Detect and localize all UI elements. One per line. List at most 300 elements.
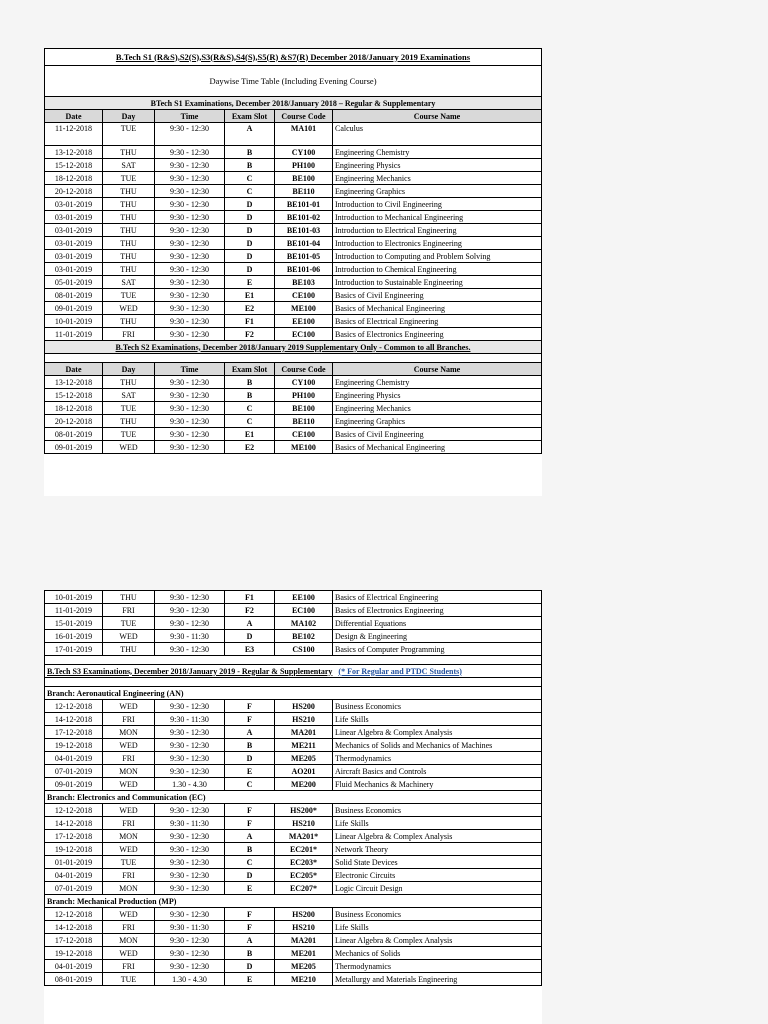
s2-heading: B.Tech S2 Examinations, December 2018/January 2019 Supplementary Only - Common to all Branches. (45, 341, 542, 354)
cell-date: 11-01-2019 (45, 328, 103, 341)
cell-time: 9:30 - 12:30 (155, 765, 225, 778)
cell-code: PH100 (275, 389, 333, 402)
table-row (45, 415, 542, 428)
cell-time: 9:30 - 12:30 (155, 211, 225, 224)
cell-course-name: Business Economics (333, 700, 542, 713)
cell-date: 03-01-2019 (45, 198, 103, 211)
cell-course-name: Introduction to Computing and Problem Solving (333, 250, 542, 263)
cell-date: 11-01-2019 (45, 604, 103, 617)
cell-day: FRI (103, 604, 155, 617)
cell-code: EC201* (275, 843, 333, 856)
table-row (45, 263, 542, 276)
table-row (45, 713, 542, 726)
cell-slot: A (225, 617, 275, 630)
cell-slot: E2 (225, 441, 275, 454)
header-time: Time (155, 363, 225, 376)
cell-slot: E1 (225, 289, 275, 302)
cell-day: THU (103, 315, 155, 328)
cell-slot: F (225, 713, 275, 726)
cell-slot: F1 (225, 315, 275, 328)
table-row (45, 315, 542, 328)
cell-time: 9:30 - 12:30 (155, 934, 225, 947)
cell-slot: F (225, 700, 275, 713)
page-1 (44, 48, 542, 496)
cell-code: EE100 (275, 591, 333, 604)
cell-course-name: Introduction to Civil Engineering (333, 198, 542, 211)
s2-header-row (45, 363, 542, 376)
cell-date: 20-12-2018 (45, 415, 103, 428)
cell-code: ME205 (275, 960, 333, 973)
cell-time: 9:30 - 12:30 (155, 830, 225, 843)
cell-code: BE102 (275, 630, 333, 643)
cell-slot: B (225, 843, 275, 856)
cell-time: 9:30 - 12:30 (155, 726, 225, 739)
cell-date: 08-01-2019 (45, 289, 103, 302)
cell-date: 09-01-2019 (45, 441, 103, 454)
cell-day: THU (103, 185, 155, 198)
cell-course-name: Engineering Physics (333, 159, 542, 172)
cell-course-name: Basics of Computer Programming (333, 643, 542, 656)
branch-heading: Branch: Mechanical Production (MP) (45, 895, 542, 908)
cell-day: WED (103, 700, 155, 713)
table-row (45, 739, 542, 752)
header-day: Day (103, 110, 155, 123)
cell-slot: F2 (225, 604, 275, 617)
cell-day: MON (103, 882, 155, 895)
cell-date: 05-01-2019 (45, 276, 103, 289)
cell-course-name: Thermodynamics (333, 752, 542, 765)
table-row (45, 185, 542, 198)
cell-code: HS210 (275, 713, 333, 726)
cell-slot: E1 (225, 428, 275, 441)
cell-slot: A (225, 123, 275, 146)
table-row (45, 830, 542, 843)
cell-date: 09-01-2019 (45, 302, 103, 315)
cell-code: MA201* (275, 830, 333, 843)
cell-date: 13-12-2018 (45, 376, 103, 389)
cell-day: WED (103, 947, 155, 960)
table-row (45, 908, 542, 921)
header-course-name: Course Name (333, 363, 542, 376)
cell-time: 9:30 - 12:30 (155, 146, 225, 159)
cell-time: 9:30 - 12:30 (155, 869, 225, 882)
cell-time: 9:30 - 12:30 (155, 604, 225, 617)
cell-time: 1.30 - 4.30 (155, 973, 225, 986)
cell-course-name: Calculus (333, 123, 542, 146)
cell-code: ME100 (275, 302, 333, 315)
cell-course-name: Engineering Chemistry (333, 146, 542, 159)
cell-day: THU (103, 237, 155, 250)
table-row (45, 947, 542, 960)
timetable-page-1 (44, 48, 542, 454)
cell-code: HS200 (275, 700, 333, 713)
cell-day: THU (103, 198, 155, 211)
cell-code: ME200 (275, 778, 333, 791)
table-row (45, 856, 542, 869)
cell-course-name: Basics of Civil Engineering (333, 289, 542, 302)
cell-course-name: Engineering Physics (333, 389, 542, 402)
cell-code: CE100 (275, 428, 333, 441)
cell-code: BE101-05 (275, 250, 333, 263)
cell-day: TUE (103, 856, 155, 869)
table-row (45, 123, 542, 146)
table-row (45, 882, 542, 895)
cell-time: 9:30 - 12:30 (155, 752, 225, 765)
header-code: Course Code (275, 363, 333, 376)
cell-time: 9:30 - 12:30 (155, 263, 225, 276)
cell-time: 9:30 - 12:30 (155, 315, 225, 328)
cell-slot: C (225, 778, 275, 791)
cell-day: WED (103, 630, 155, 643)
cell-slot: D (225, 224, 275, 237)
cell-time: 9:30 - 11:30 (155, 713, 225, 726)
cell-date: 07-01-2019 (45, 882, 103, 895)
table-row (45, 198, 542, 211)
cell-date: 10-01-2019 (45, 315, 103, 328)
table-row (45, 159, 542, 172)
cell-slot: E (225, 276, 275, 289)
cell-day: TUE (103, 973, 155, 986)
cell-time: 9:30 - 12:30 (155, 908, 225, 921)
cell-slot: C (225, 402, 275, 415)
s1-header-row (45, 110, 542, 123)
cell-code: MA201 (275, 934, 333, 947)
cell-slot: E (225, 882, 275, 895)
cell-date: 17-12-2018 (45, 830, 103, 843)
cell-code: MA201 (275, 726, 333, 739)
cell-course-name: Design & Engineering (333, 630, 542, 643)
cell-date: 03-01-2019 (45, 250, 103, 263)
cell-slot: A (225, 726, 275, 739)
cell-time: 9:30 - 12:30 (155, 302, 225, 315)
cell-time: 9:30 - 12:30 (155, 617, 225, 630)
cell-course-name: Basics of Mechanical Engineering (333, 302, 542, 315)
cell-course-name: Basics of Electronics Engineering (333, 328, 542, 341)
cell-code: HS210 (275, 817, 333, 830)
table-row (45, 843, 542, 856)
cell-code: EE100 (275, 315, 333, 328)
cell-day: TUE (103, 123, 155, 146)
cell-course-name: Metallurgy and Materials Engineering (333, 973, 542, 986)
cell-course-name: Engineering Chemistry (333, 376, 542, 389)
table-row (45, 389, 542, 402)
cell-code: AO201 (275, 765, 333, 778)
branch-heading: Branch: Electronics and Communication (EC) (45, 791, 542, 804)
cell-slot: D (225, 630, 275, 643)
table-row (45, 700, 542, 713)
cell-course-name: Business Economics (333, 804, 542, 817)
table-row (45, 869, 542, 882)
cell-date: 13-12-2018 (45, 146, 103, 159)
cell-time: 9:30 - 12:30 (155, 643, 225, 656)
cell-code: BE101-01 (275, 198, 333, 211)
cell-time: 9:30 - 12:30 (155, 804, 225, 817)
cell-day: MON (103, 765, 155, 778)
s3-note: (* For Regular and PTDC Students) (338, 666, 462, 676)
cell-slot: B (225, 947, 275, 960)
cell-day: WED (103, 908, 155, 921)
cell-code: BE101-03 (275, 224, 333, 237)
cell-date: 17-12-2018 (45, 934, 103, 947)
cell-date: 18-12-2018 (45, 402, 103, 415)
cell-course-name: Logic Circuit Design (333, 882, 542, 895)
cell-course-name: Basics of Electrical Engineering (333, 591, 542, 604)
cell-code: CY100 (275, 146, 333, 159)
cell-slot: C (225, 856, 275, 869)
cell-slot: B (225, 146, 275, 159)
cell-code: ME205 (275, 752, 333, 765)
cell-course-name: Network Theory (333, 843, 542, 856)
cell-date: 19-12-2018 (45, 843, 103, 856)
cell-day: FRI (103, 869, 155, 882)
cell-course-name: Engineering Graphics (333, 415, 542, 428)
cell-course-name: Linear Algebra & Complex Analysis (333, 934, 542, 947)
header-slot: Exam Slot (225, 363, 275, 376)
cell-date: 15-01-2019 (45, 617, 103, 630)
cell-date: 04-01-2019 (45, 869, 103, 882)
cell-date: 10-01-2019 (45, 591, 103, 604)
cell-day: MON (103, 726, 155, 739)
cell-course-name: Aircraft Basics and Controls (333, 765, 542, 778)
cell-day: THU (103, 263, 155, 276)
cell-code: BE110 (275, 415, 333, 428)
cell-time: 9:30 - 12:30 (155, 739, 225, 752)
header-date: Date (45, 363, 103, 376)
cell-time: 9:30 - 12:30 (155, 402, 225, 415)
cell-date: 16-01-2019 (45, 630, 103, 643)
cell-day: SAT (103, 389, 155, 402)
spacer (45, 656, 542, 665)
timetable-page-2 (44, 590, 542, 986)
cell-day: THU (103, 146, 155, 159)
cell-day: WED (103, 804, 155, 817)
table-row (45, 804, 542, 817)
cell-slot: F1 (225, 591, 275, 604)
cell-slot: C (225, 185, 275, 198)
cell-code: BE101-06 (275, 263, 333, 276)
cell-code: ME100 (275, 441, 333, 454)
cell-time: 9:30 - 12:30 (155, 428, 225, 441)
cell-time: 9:30 - 12:30 (155, 159, 225, 172)
cell-code: MA102 (275, 617, 333, 630)
cell-time: 1.30 - 4.30 (155, 778, 225, 791)
table-row (45, 591, 542, 604)
cell-time: 9:30 - 12:30 (155, 376, 225, 389)
cell-slot: C (225, 415, 275, 428)
cell-date: 12-12-2018 (45, 804, 103, 817)
cell-slot: C (225, 172, 275, 185)
cell-day: FRI (103, 713, 155, 726)
cell-time: 9:30 - 12:30 (155, 185, 225, 198)
cell-date: 14-12-2018 (45, 817, 103, 830)
cell-time: 9:30 - 11:30 (155, 921, 225, 934)
cell-course-name: Basics of Electronics Engineering (333, 604, 542, 617)
table-row (45, 250, 542, 263)
cell-code: EC203* (275, 856, 333, 869)
cell-course-name: Introduction to Chemical Engineering (333, 263, 542, 276)
cell-code: ME210 (275, 973, 333, 986)
cell-time: 9:30 - 11:30 (155, 817, 225, 830)
cell-code: HS210 (275, 921, 333, 934)
cell-day: WED (103, 843, 155, 856)
cell-course-name: Engineering Mechanics (333, 402, 542, 415)
cell-course-name: Basics of Electrical Engineering (333, 315, 542, 328)
table-row (45, 402, 542, 415)
cell-time: 9:30 - 12:30 (155, 328, 225, 341)
cell-slot: D (225, 752, 275, 765)
cell-code: EC100 (275, 604, 333, 617)
cell-code: CE100 (275, 289, 333, 302)
cell-code: CY100 (275, 376, 333, 389)
cell-code: ME211 (275, 739, 333, 752)
table-row (45, 146, 542, 159)
cell-course-name: Basics of Mechanical Engineering (333, 441, 542, 454)
cell-code: BE100 (275, 172, 333, 185)
cell-course-name: Linear Algebra & Complex Analysis (333, 726, 542, 739)
cell-date: 17-01-2019 (45, 643, 103, 656)
cell-course-name: Solid State Devices (333, 856, 542, 869)
cell-date: 08-01-2019 (45, 428, 103, 441)
table-row (45, 604, 542, 617)
cell-day: TUE (103, 617, 155, 630)
cell-slot: F (225, 817, 275, 830)
subtitle: Daywise Time Table (Including Evening Course) (45, 66, 542, 97)
cell-day: WED (103, 739, 155, 752)
cell-time: 9:30 - 12:30 (155, 250, 225, 263)
cell-day: WED (103, 302, 155, 315)
cell-time: 9:30 - 12:30 (155, 882, 225, 895)
cell-day: MON (103, 830, 155, 843)
cell-slot: F2 (225, 328, 275, 341)
cell-course-name: Mechanics of Solids and Mechanics of Machines (333, 739, 542, 752)
cell-slot: F (225, 804, 275, 817)
cell-course-name: Linear Algebra & Complex Analysis (333, 830, 542, 843)
cell-date: 03-01-2019 (45, 211, 103, 224)
cell-time: 9:30 - 12:30 (155, 700, 225, 713)
header-time: Time (155, 110, 225, 123)
table-row (45, 172, 542, 185)
cell-course-name: Life Skills (333, 817, 542, 830)
cell-time: 9:30 - 12:30 (155, 289, 225, 302)
cell-date: 15-12-2018 (45, 159, 103, 172)
cell-code: BE110 (275, 185, 333, 198)
cell-course-name: Engineering Mechanics (333, 172, 542, 185)
cell-date: 14-12-2018 (45, 921, 103, 934)
cell-day: SAT (103, 276, 155, 289)
cell-slot: D (225, 198, 275, 211)
cell-date: 11-12-2018 (45, 123, 103, 146)
table-row (45, 960, 542, 973)
cell-day: FRI (103, 817, 155, 830)
cell-date: 03-01-2019 (45, 263, 103, 276)
cell-course-name: Basics of Civil Engineering (333, 428, 542, 441)
cell-time: 9:30 - 12:30 (155, 441, 225, 454)
cell-slot: B (225, 159, 275, 172)
cell-date: 12-12-2018 (45, 700, 103, 713)
cell-course-name: Introduction to Sustainable Engineering (333, 276, 542, 289)
cell-slot: B (225, 739, 275, 752)
table-row (45, 752, 542, 765)
cell-day: WED (103, 441, 155, 454)
cell-slot: B (225, 376, 275, 389)
cell-time: 9:30 - 12:30 (155, 237, 225, 250)
table-row (45, 765, 542, 778)
table-row (45, 302, 542, 315)
cell-course-name: Engineering Graphics (333, 185, 542, 198)
cell-time: 9:30 - 12:30 (155, 856, 225, 869)
s1-heading: BTech S1 Examinations, December 2018/January 2018 – Regular & Supplementary (45, 97, 542, 110)
cell-day: FRI (103, 960, 155, 973)
cell-day: MON (103, 934, 155, 947)
table-row (45, 778, 542, 791)
cell-date: 17-12-2018 (45, 726, 103, 739)
cell-day: THU (103, 591, 155, 604)
cell-course-name: Introduction to Electronics Engineering (333, 237, 542, 250)
cell-time: 9:30 - 12:30 (155, 198, 225, 211)
cell-day: SAT (103, 159, 155, 172)
cell-date: 04-01-2019 (45, 960, 103, 973)
cell-slot: F (225, 908, 275, 921)
cell-slot: A (225, 830, 275, 843)
cell-code: EC100 (275, 328, 333, 341)
table-row (45, 328, 542, 341)
branch-heading-row (45, 895, 542, 908)
cell-date: 08-01-2019 (45, 973, 103, 986)
page-2 (44, 590, 542, 1024)
cell-code: EC207* (275, 882, 333, 895)
cell-slot: B (225, 389, 275, 402)
cell-code: ME201 (275, 947, 333, 960)
cell-day: THU (103, 643, 155, 656)
cell-course-name: Electronic Circuits (333, 869, 542, 882)
cell-slot: E (225, 973, 275, 986)
table-row (45, 224, 542, 237)
table-row (45, 211, 542, 224)
cell-day: FRI (103, 921, 155, 934)
cell-time: 9:30 - 12:30 (155, 415, 225, 428)
header-course-name: Course Name (333, 110, 542, 123)
cell-day: THU (103, 376, 155, 389)
cell-course-name: Differential Equations (333, 617, 542, 630)
table-row (45, 643, 542, 656)
cell-day: TUE (103, 172, 155, 185)
cell-day: THU (103, 415, 155, 428)
cell-code: CS100 (275, 643, 333, 656)
cell-course-name: Business Economics (333, 908, 542, 921)
cell-code: PH100 (275, 159, 333, 172)
cell-date: 19-12-2018 (45, 947, 103, 960)
cell-date: 04-01-2019 (45, 752, 103, 765)
cell-day: THU (103, 250, 155, 263)
table-row (45, 921, 542, 934)
cell-date: 07-01-2019 (45, 765, 103, 778)
cell-course-name: Introduction to Electrical Engineering (333, 224, 542, 237)
branch-heading-row (45, 687, 542, 700)
cell-time: 9:30 - 11:30 (155, 630, 225, 643)
cell-course-name: Life Skills (333, 921, 542, 934)
cell-day: FRI (103, 752, 155, 765)
cell-code: BE100 (275, 402, 333, 415)
table-row (45, 726, 542, 739)
cell-code: MA101 (275, 123, 333, 146)
cell-day: TUE (103, 428, 155, 441)
main-title: B.Tech S1 (R&S),S2(S),S3(R&S),S4(S),S5(R) &S7(R) December 2018/January 2019 Examinations (45, 49, 542, 66)
table-row (45, 973, 542, 986)
cell-date: 15-12-2018 (45, 389, 103, 402)
spacer (45, 354, 542, 363)
cell-course-name: Fluid Mechanics & Machinery (333, 778, 542, 791)
cell-slot: E (225, 765, 275, 778)
